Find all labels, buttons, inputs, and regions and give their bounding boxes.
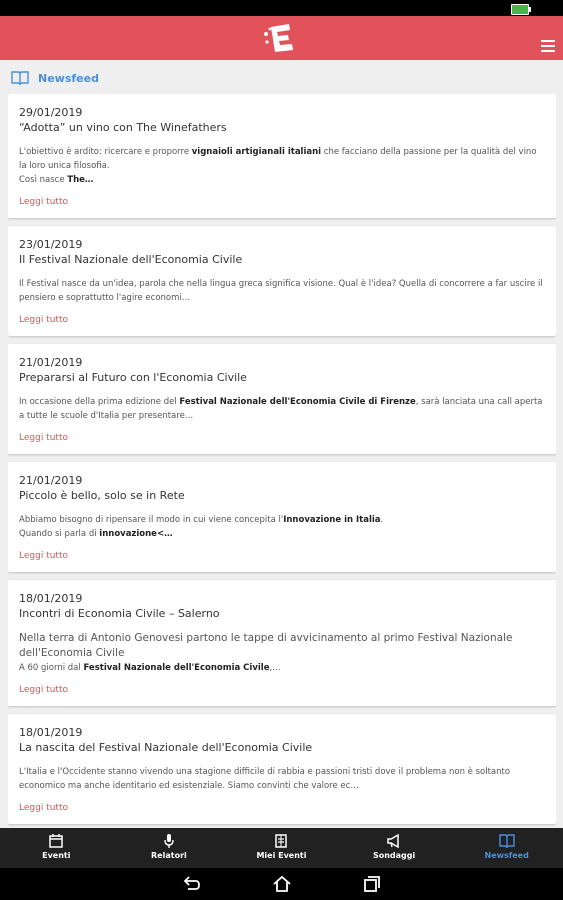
excerpt-paragraph: Il Festival nasce da un'idea, parola che nella lingua greca significa visione. Qual è l'idea? Quella di concorrere a far uscire il pensiero e soprattutto l'agire economi… [19, 279, 543, 303]
read-more-link[interactable]: Leggi tutto [19, 551, 68, 561]
tab-label: Newsfeed [484, 851, 529, 860]
news-date: 21/01/2019 [19, 356, 83, 369]
tab-label: Relatori [151, 851, 187, 860]
news-title: Prepararsi al Futuro con l'Economia Civile [19, 371, 247, 384]
home-icon[interactable] [272, 874, 292, 894]
news-date: 21/01/2019 [19, 474, 83, 487]
microphone-icon [161, 833, 177, 849]
excerpt-paragraph: Abbiamo bisogno di ripensare il modo in cui viene concepita l'Innovazione in Italia. [19, 515, 384, 525]
news-title: La nascita del Festival Nazionale dell'Economia Civile [19, 741, 313, 754]
system-navigation-bar [0, 868, 563, 900]
book-icon [499, 833, 515, 849]
back-icon[interactable] [182, 874, 202, 894]
app-header [0, 16, 563, 60]
excerpt-paragraph: L'obiettivo è ardito: ricercare e proporre vignaioli artigianali italiani che facciano della passione per la qualità del vino la loro unica filosofia. [19, 147, 537, 171]
my-events-icon [273, 833, 289, 849]
excerpt-paragraph: Nella terra di Antonio Genovesi partono le tappe di avvicinamento al primo Festival Nazionale dell'Economia Civile [19, 632, 513, 659]
news-card[interactable] [8, 226, 556, 336]
read-more-link[interactable]: Leggi tutto [19, 803, 68, 813]
news-title: “Adotta” un vino con The Winefathers [19, 121, 227, 134]
bottom-tab-bar [0, 828, 563, 868]
news-title: Piccolo è bello, solo se in Rete [19, 489, 185, 502]
hamburger-menu-icon[interactable] [541, 40, 555, 52]
tab-newsfeed[interactable] [450, 828, 563, 868]
news-card[interactable] [8, 714, 556, 824]
read-more-link[interactable]: Leggi tutto [19, 433, 68, 443]
news-date: 29/01/2019 [19, 106, 83, 119]
read-more-link[interactable]: Leggi tutto [19, 315, 68, 325]
news-excerpt [19, 513, 545, 541]
news-date: 18/01/2019 [19, 592, 83, 605]
status-bar [0, 0, 563, 16]
tab-label: Sondaggi [372, 851, 416, 860]
news-card[interactable] [8, 462, 556, 572]
tab-relatori[interactable] [113, 828, 226, 868]
news-date: 23/01/2019 [19, 238, 83, 251]
app-logo [262, 22, 296, 54]
excerpt-paragraph: L'Italia e l'Occidente stanno vivendo una stagione difficile di rabbia e passioni tristi dove il problema non è soltanto economico ma anche identitario ed esistenziale. Siamo convinti che valore ec… [19, 767, 511, 791]
battery-icon [511, 4, 529, 15]
news-excerpt [19, 765, 545, 793]
tab-miei-eventi[interactable] [225, 828, 338, 868]
recent-apps-icon[interactable] [362, 874, 382, 894]
news-excerpt [19, 395, 545, 423]
tab-label: Eventi [42, 851, 71, 860]
read-more-link[interactable]: Leggi tutto [19, 197, 68, 207]
excerpt-paragraph: A 60 giorni dal Festival Nazionale dell'Economia Civile,… [19, 663, 281, 673]
book-icon [11, 70, 29, 86]
megaphone-icon [386, 833, 402, 849]
news-title: Incontri di Economia Civile – Salerno [19, 607, 220, 620]
news-card[interactable] [8, 344, 556, 454]
section-title: Newsfeed [38, 72, 99, 85]
newsfeed-list[interactable] [8, 94, 556, 828]
news-excerpt [19, 145, 545, 187]
news-date: 18/01/2019 [19, 726, 83, 739]
news-excerpt [19, 631, 545, 675]
tab-eventi[interactable] [0, 828, 113, 868]
news-excerpt [19, 277, 545, 305]
excerpt-paragraph: Quando si parla di innovazione<… [19, 529, 173, 539]
read-more-link[interactable]: Leggi tutto [19, 685, 68, 695]
calendar-icon [48, 833, 64, 849]
section-header [0, 60, 563, 94]
tab-sondaggi[interactable] [338, 828, 451, 868]
news-card[interactable] [8, 94, 556, 218]
tab-label: Miei Eventi [256, 851, 307, 860]
news-card[interactable] [8, 580, 556, 706]
excerpt-paragraph: Così nasce The… [19, 175, 94, 185]
excerpt-paragraph: In occasione della prima edizione del Festival Nazionale dell'Economia Civile di Firenze, sarà lanciata una call aperta a tutte le scuole d'Italia per presentare… [19, 397, 543, 421]
news-title: Il Festival Nazionale dell'Economia Civile [19, 253, 243, 266]
